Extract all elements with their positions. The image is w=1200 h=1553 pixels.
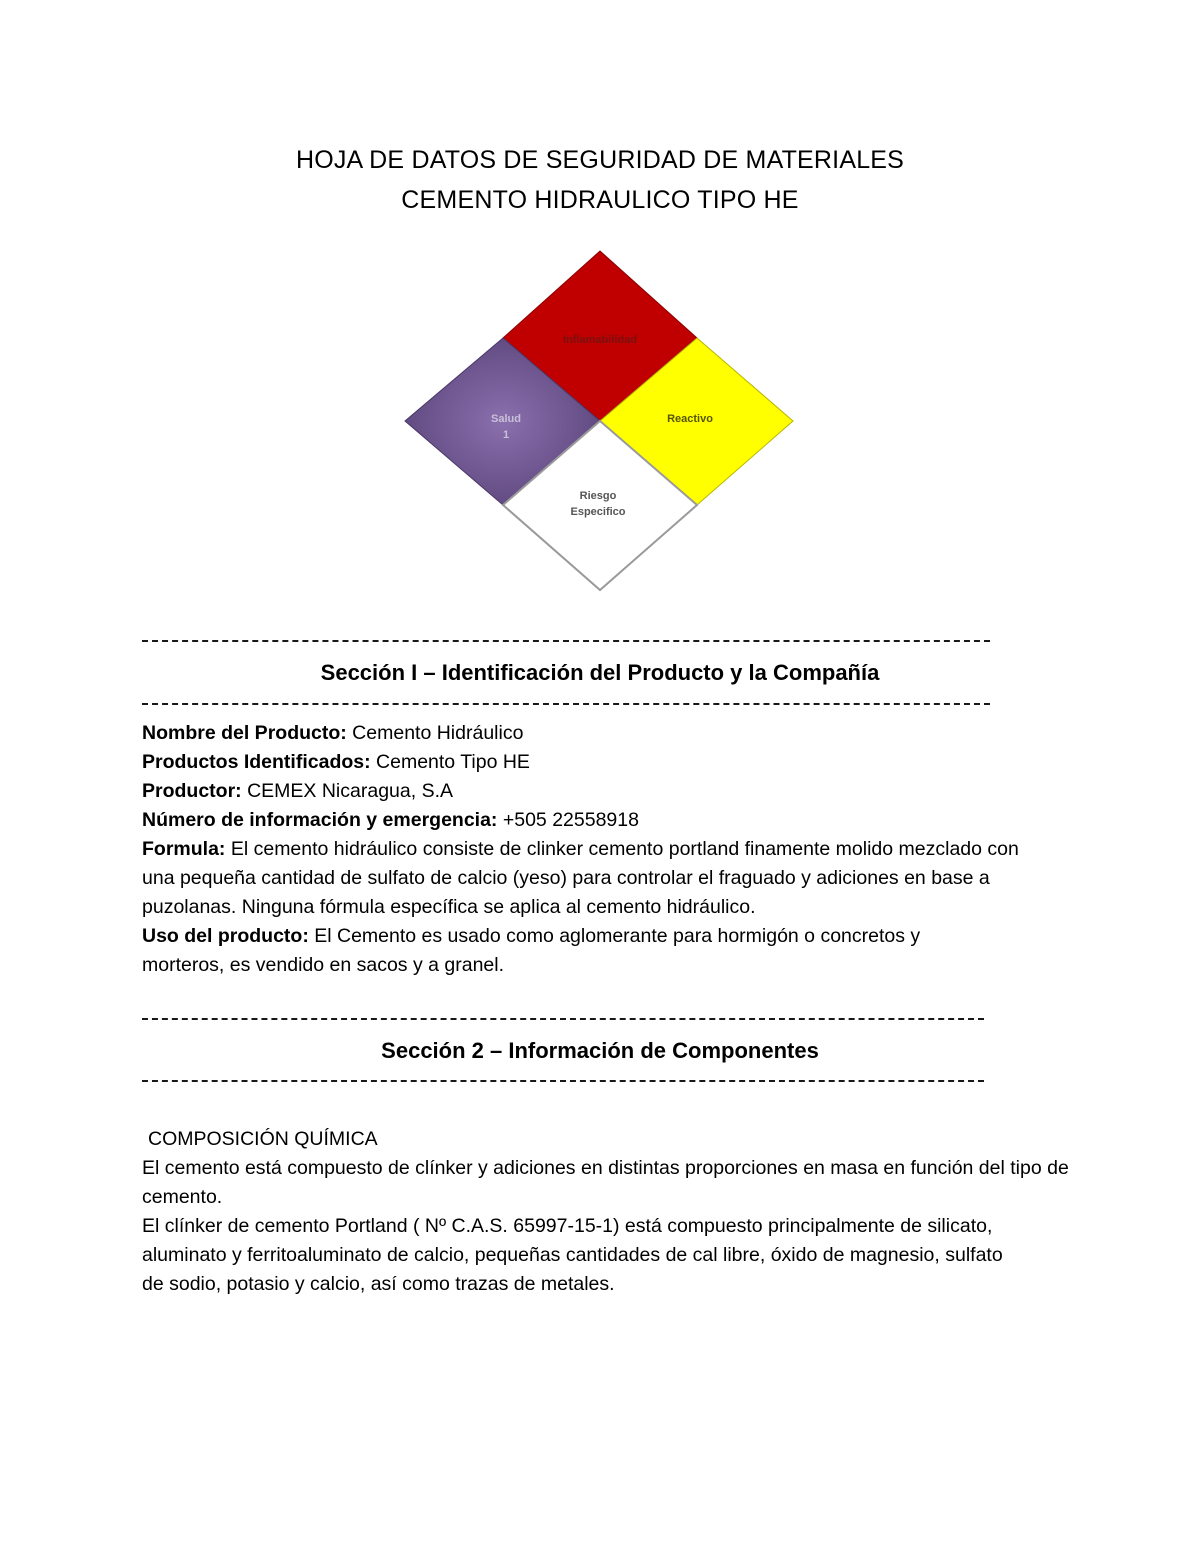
section2-top-divider	[142, 1018, 984, 1023]
composition-paragraph-1: El cemento está compuesto de clínker y adiciones en distintas proporciones en masa en función del tipo de cemento.	[142, 1157, 1069, 1208]
specific-risk-label-line2: Especifico	[570, 506, 626, 518]
document-subtitle: CEMENTO HIDRAULICO TIPO HE	[401, 186, 799, 214]
section1-title: Sección I – Identificación del Producto y la Compañía	[320, 660, 880, 685]
section1-fields	[142, 719, 1072, 980]
nfpa-hazard-diamond	[400, 246, 800, 596]
section1-bottom-divider	[142, 703, 990, 708]
section1-top-divider	[142, 640, 990, 645]
reactivity-label: Reactivo	[667, 413, 713, 425]
field-identified-products: Productos Identificados: Cemento Tipo HE	[142, 751, 530, 773]
health-value: 1	[502, 429, 510, 441]
field-product-use: Uso del producto: El Cemento es usado como aglomerante para hormigón o concretos y morteros, es vendido en sacos y a granel.	[142, 925, 921, 976]
section2-bottom-divider	[142, 1080, 984, 1085]
document-title: HOJA DE DATOS DE SEGURIDAD DE MATERIALES	[295, 146, 905, 174]
field-formula: Formula: El cemento hidráulico consiste de clinker cemento portland finamente molido mezclado con una pequeña cantidad de sulfato de calcio (yeso) para controlar el fraguado y adiciones en base a puzolanas. Ninguna fórmula específica se aplica al cemento hidráulico.	[142, 838, 1019, 918]
composition-paragraph-2: El clínker de cemento Portland ( Nº C.A.S. 65997-15-1) está compuesto principalmente de silicato, aluminato y ferritoaluminato de calcio, pequeñas cantidades de cal libre, óxido de magnesio, sulfato de sodio, potasio y calcio, así como trazas de metales.	[142, 1215, 1003, 1295]
field-emergency-number: Número de información y emergencia: +505 22558918	[142, 809, 639, 831]
field-product-name: Nombre del Producto: Cemento Hidráulico	[142, 722, 524, 744]
section2-title: Sección 2 – Información de Componentes	[381, 1038, 819, 1063]
flammability-label: Inflamabilidad	[563, 334, 637, 346]
section2-content	[142, 1125, 1072, 1299]
specific-risk-label-line1: Riesgo	[579, 490, 617, 502]
field-producer: Productor: CEMEX Nicaragua, S.A	[142, 780, 454, 802]
composition-heading: COMPOSICIÓN QUÍMICA	[148, 1128, 378, 1150]
hazard-diamond-graphic	[400, 246, 800, 596]
health-label: Salud	[491, 413, 521, 425]
